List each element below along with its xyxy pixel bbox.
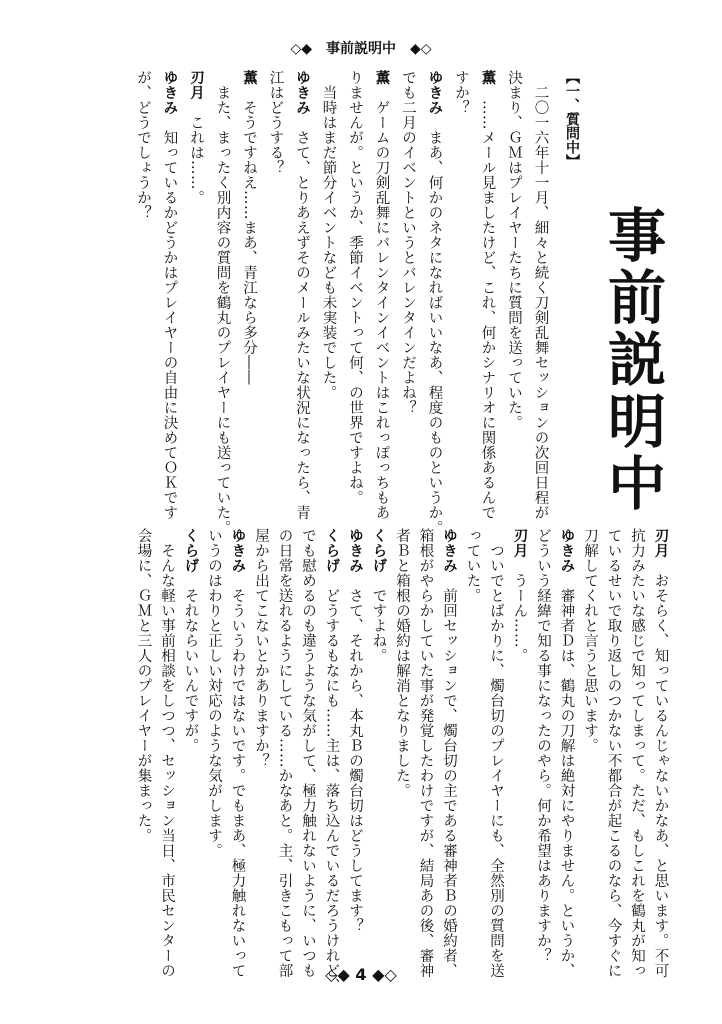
text-column bbox=[159, 70, 180, 520]
line-text: どうするもなにも……主は、落ち込んでいるだろうけれど、 bbox=[323, 573, 340, 993]
text-column bbox=[509, 528, 530, 663]
speaker-name: ゆきみ bbox=[441, 528, 457, 573]
line-text: 決まり、ＧＭはプレイヤーたちに質問を送っていた。 bbox=[506, 70, 522, 430]
line-text: 者Ｂと箱根の婚約は解消となりました。 bbox=[394, 528, 410, 798]
line-text: 抗力みたいな感じで知ってしまって。ただ、もしこれを鶴丸が知っ bbox=[629, 528, 645, 978]
line-text: 知っているかどうかはプレイヤーの自由に決めてＯＫです bbox=[161, 115, 178, 520]
line-text: すか？ bbox=[453, 70, 469, 115]
text-column bbox=[186, 70, 207, 205]
running-head: ◇◆ 事前説明中 ◆◇ bbox=[290, 41, 432, 57]
line-text: さて、とりあえずそのメールみたいな状況になったら、青 bbox=[294, 115, 310, 520]
text-column bbox=[345, 70, 366, 505]
speaker-name: ゆきみ bbox=[426, 70, 443, 115]
text-column bbox=[439, 528, 460, 978]
line-text: おそらく、知っているんじゃないかなあ、と思います。不可 bbox=[652, 558, 669, 978]
text-column bbox=[298, 528, 319, 978]
speaker-name: 刃月 bbox=[511, 528, 528, 558]
text-column bbox=[133, 528, 154, 843]
line-text: そういうわけではないです。でもまあ、極力触れないって bbox=[229, 573, 246, 978]
line-text: 二〇一六年十一月、細々と続く刀剣乱舞セッションの次回日程が bbox=[532, 70, 549, 520]
line-text: そんな軽い事前相談をしつつ、セッション当日、市民センターの bbox=[159, 528, 175, 978]
text-column bbox=[486, 528, 507, 978]
text-column bbox=[533, 528, 554, 963]
text-column bbox=[157, 528, 178, 978]
line-text: 審神者Ｄは、鶴丸の刀解は絶対にやりません。というか、 bbox=[558, 573, 575, 978]
speaker-name: 刃月 bbox=[188, 70, 204, 100]
line-text: これは……。 bbox=[188, 100, 204, 205]
speaker-name: くらげ bbox=[323, 528, 340, 573]
line-text: ゲームの刀剣乱舞にバレンタインイベントはこれっぽっちもあ bbox=[373, 85, 390, 520]
text-column bbox=[627, 528, 648, 978]
page-number: ◇◆ 4 ◆◇ bbox=[325, 965, 397, 984]
line-text: 刀解してくれと言うと思います。 bbox=[582, 528, 598, 753]
line-text: うーん……。 bbox=[511, 558, 528, 663]
text-column bbox=[204, 528, 225, 858]
text-column bbox=[392, 528, 413, 798]
line-text: 当時はまだ節分イベントなども未実装でした。 bbox=[320, 70, 337, 400]
speaker-name: 刃月 bbox=[652, 528, 669, 558]
text-column bbox=[318, 70, 339, 400]
line-text: 江はどうする？ bbox=[267, 70, 284, 175]
speaker-name: くらげ bbox=[182, 528, 199, 573]
line-text: ているせいで取り返しのつかない不都合が起こるのなら、今すぐに bbox=[605, 528, 622, 978]
text-column bbox=[504, 70, 525, 430]
line-text: でも慰めるのも違うような気がして、極力触れないように、いつも bbox=[300, 528, 316, 978]
line-text: それならいいんですが。 bbox=[182, 573, 199, 753]
line-text: 前回セッションで、燭台切の主である審神者Ｂの婚約者、 bbox=[441, 573, 457, 978]
line-text: 箱根がやらかしていた事が発覚したわけですが、結局あの後、審神 bbox=[417, 528, 434, 978]
text-column bbox=[477, 70, 498, 520]
line-text: ついでとばかりに、燭台切のプレイヤーにも、全然別の質問を送 bbox=[488, 528, 504, 978]
line-text: また、まったく別内容の質問を鶴丸のプレイヤーにも送っていた。 bbox=[214, 70, 231, 535]
line-text: いうのはわりと正しい対応のような気がします。 bbox=[206, 528, 222, 858]
text-column bbox=[321, 528, 342, 993]
text-column bbox=[180, 528, 201, 753]
line-text: ですよね。 bbox=[370, 573, 387, 663]
speaker-name: ゆきみ bbox=[161, 70, 178, 115]
text-column bbox=[451, 70, 472, 115]
line-text: ……メール見ましたけど、これ、何かシナリオに関係あるんで bbox=[479, 85, 496, 520]
line-text: が、どうでしょうか？ bbox=[135, 70, 151, 220]
line-text: の日常を送れるようにしている……かなあと。主、引きこもって部 bbox=[276, 528, 293, 978]
line-text: っていた。 bbox=[464, 528, 481, 603]
text-column bbox=[212, 70, 233, 535]
text-column bbox=[530, 70, 551, 520]
text-column bbox=[371, 70, 392, 520]
text-column bbox=[368, 528, 389, 663]
text-column bbox=[251, 528, 272, 768]
line-text: そうですねえ……まあ、青江なら多分―― bbox=[241, 85, 257, 385]
page-title: 事前説明中 bbox=[598, 205, 666, 515]
text-column bbox=[424, 70, 445, 535]
line-text: さて、それから、本丸Ｂの燭台切はどうしてます？ bbox=[347, 573, 363, 933]
text-column bbox=[556, 528, 577, 978]
line-text: でも二月のイベントというとバレンタインだよね？ bbox=[400, 70, 416, 415]
line-text: まあ、何かのネタになればいいなあ、程度のものというか。 bbox=[426, 115, 443, 535]
line-text: 会場に、ＧＭと三人のプレイヤーが集まった。 bbox=[135, 528, 152, 843]
text-column bbox=[345, 528, 366, 933]
text-column bbox=[227, 528, 248, 978]
speaker-name: くらげ bbox=[370, 528, 387, 573]
text-column bbox=[292, 70, 313, 520]
speaker-name: 薫 bbox=[241, 70, 257, 85]
line-text: どういう経緯で知る事になったのやら。何か希望はありますか？ bbox=[535, 528, 551, 963]
section-heading: 【一、質問中】 bbox=[564, 70, 580, 168]
text-column bbox=[265, 70, 286, 175]
text-column bbox=[603, 528, 624, 978]
text-column bbox=[133, 70, 154, 220]
speaker-name: ゆきみ bbox=[294, 70, 310, 115]
text-column bbox=[274, 528, 295, 978]
speaker-name: ゆきみ bbox=[558, 528, 575, 573]
speaker-name: 薫 bbox=[479, 70, 496, 85]
speaker-name: ゆきみ bbox=[229, 528, 246, 573]
speaker-name: ゆきみ bbox=[347, 528, 363, 573]
text-column bbox=[650, 528, 671, 978]
speaker-name: 薫 bbox=[373, 70, 390, 85]
text-column bbox=[398, 70, 419, 415]
text-column bbox=[580, 528, 601, 753]
line-text: りませんが。というか、季節イベントって何、の世界ですよね。 bbox=[347, 70, 363, 505]
text-column bbox=[239, 70, 260, 385]
text-column bbox=[415, 528, 436, 978]
line-text: 屋から出てこないとかありますか？ bbox=[253, 528, 269, 768]
text-column bbox=[462, 528, 483, 603]
